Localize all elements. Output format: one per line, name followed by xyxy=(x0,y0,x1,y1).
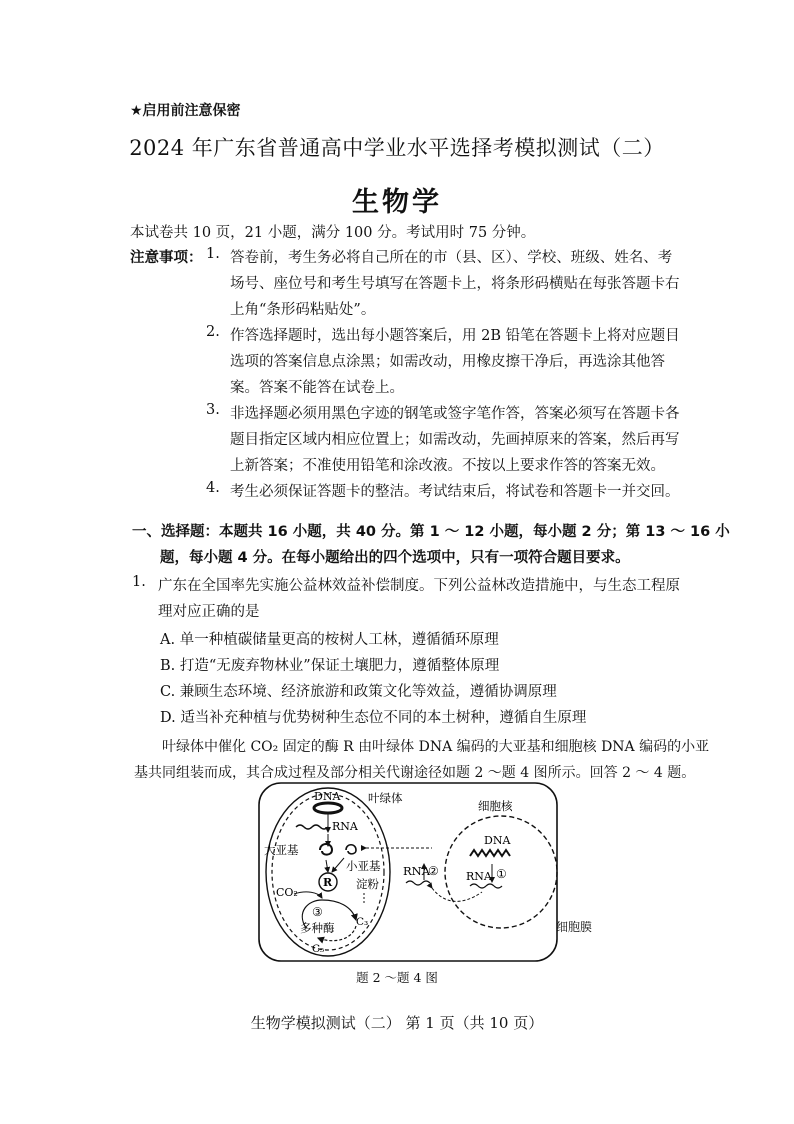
option-d: D. 适当补充种植与优势树种生态位不同的本土树种，遵循自生原理 xyxy=(160,710,587,726)
starch-label: 淀粉 xyxy=(356,877,379,891)
large-subunit-label: 大亚基 xyxy=(264,843,299,857)
nuclear-dna-label: DNA xyxy=(484,834,511,847)
large-subunit-icon xyxy=(320,844,332,855)
passage-line: 叶绿体中催化 CO₂ 固定的酶 R 由叶绿体 DNA 编码的大亚基和细胞核 DNA 编码的小亚 xyxy=(162,739,710,755)
chloroplast-dna-label: DNA xyxy=(314,790,341,803)
cytoplasm-rna-label: RNA xyxy=(403,864,431,878)
c3-label: C₃ xyxy=(356,916,369,928)
notice-item-number: 2. xyxy=(206,324,220,340)
exam-title: 2024 年广东省普通高中学业水平选择考模拟测试（二） xyxy=(129,136,665,160)
notice-item-number: 1. xyxy=(206,246,220,262)
step-1-marker: ① xyxy=(496,867,507,881)
notice-item-line: 作答选择题时，选出每小题答案后，用 2B 铅笔在答题卡上将对应题目 xyxy=(230,328,680,344)
step-2-marker: ② xyxy=(428,864,439,878)
notice-item-number: 3. xyxy=(206,402,220,418)
nuclear-dna-helix xyxy=(470,850,510,856)
notice-item-line: 题目指定区域内相应位置上；如需改动，先画掉原来的答案，然后再写 xyxy=(230,432,680,448)
figure-caption: 题 2 ～题 4 图 xyxy=(356,970,438,985)
question-number: 1. xyxy=(132,574,146,590)
notice-item-line: 案。答案不能答在试卷上。 xyxy=(230,380,404,396)
co2-arrow xyxy=(294,892,322,898)
notice-label: 注意事项： xyxy=(130,250,203,266)
exam-intro: 本试卷共 10 页，21 小题，满分 100 分。考试用时 75 分钟。 xyxy=(130,225,536,241)
notice-item-line: 答卷前，考生务必将自己所在的市（县、区）、学校、班级、姓名、考 xyxy=(230,250,673,266)
c5-label: C₅ xyxy=(312,943,325,955)
notice-item-line: 非选择题必须用黑色字迹的钢笔或签字笔作答，答案必须写在答题卡各 xyxy=(230,406,680,422)
notice-item-line: 上新答案；不准使用铅笔和涂改液。不按以上要求作答的答案无效。 xyxy=(230,458,665,474)
question-stem-cont: 理对应正确的是 xyxy=(158,604,260,620)
cell-diagram xyxy=(256,780,586,990)
enzymes-label: 多种酶 xyxy=(300,921,335,935)
notice-item-line: 选项的答案信息点涂黑；如需改动，用橡皮擦干净后，再选涂其他答 xyxy=(230,354,665,370)
notice-item-line: 考生必须保证答题卡的整洁。考试结束后，将试卷和答题卡一并交回。 xyxy=(230,484,680,500)
export-arrow xyxy=(432,888,482,901)
assembly-arrow-small xyxy=(332,858,344,872)
subject-title: 生物学 xyxy=(352,187,442,218)
option-b: B. 打造“无废弃物林业”保证土壤肥力，遵循整体原理 xyxy=(160,658,500,674)
nuclear-rna-wave xyxy=(470,884,502,888)
co2-label: CO₂ xyxy=(276,886,298,899)
nucleus-label: 细胞核 xyxy=(478,799,513,813)
notice-item-number: 4. xyxy=(206,480,220,496)
assembly-arrow-large xyxy=(326,860,328,872)
question-stem: 广东在全国率先实施公益林效益补偿制度。下列公益林改造措施中，与生态工程原 xyxy=(158,578,680,594)
page-footer: 生物学模拟测试（二） 第 1 页（共 10 页） xyxy=(250,1014,544,1032)
step-3-marker: ③ xyxy=(312,905,323,919)
small-subunit-icon xyxy=(346,845,356,854)
option-a: A. 单一种植碳储量更高的桉树人工林，遵循循环原理 xyxy=(160,632,499,648)
notice-item-line: 场号、座位号和考生号填写在答题卡上，将条形码横贴在每张答题卡右 xyxy=(230,276,680,292)
section-heading-cont: 题，每小题 4 分。在每小题给出的四个选项中，只有一项符合题目要求。 xyxy=(160,550,630,566)
confidential-mark: ★启用前注意保密 xyxy=(130,103,241,119)
chloroplast-rna-label: RNA xyxy=(332,820,358,833)
nuclear-rna-label: RNA xyxy=(466,870,492,883)
small-subunit-label: 小亚基 xyxy=(346,859,381,873)
chloroplast-label: 叶绿体 xyxy=(368,791,403,805)
enzyme-r-label: R xyxy=(323,876,333,889)
notice-item-line: 上角“条形码粘贴处”。 xyxy=(230,302,376,318)
chloroplast-rna-wave xyxy=(296,825,328,829)
cell-membrane-label: 细胞膜 xyxy=(556,920,593,934)
cytoplasm-rna-wave xyxy=(406,881,430,885)
option-c: C. 兼顾生态环境、经济旅游和政策文化等效益，遵循协调原理 xyxy=(160,684,557,700)
chloroplast-dna-ring xyxy=(314,803,342,813)
section-heading: 一、选择题：本题共 16 小题，共 40 分。第 1 ～ 12 小题，每小题 2 分；第 13 ～ 16 小 xyxy=(132,524,730,540)
passage-line: 基共同组装而成，其合成过程及部分相关代谢途径如题 2 ～题 4 图所示。回答 2 ～ 4 题。 xyxy=(134,765,696,781)
